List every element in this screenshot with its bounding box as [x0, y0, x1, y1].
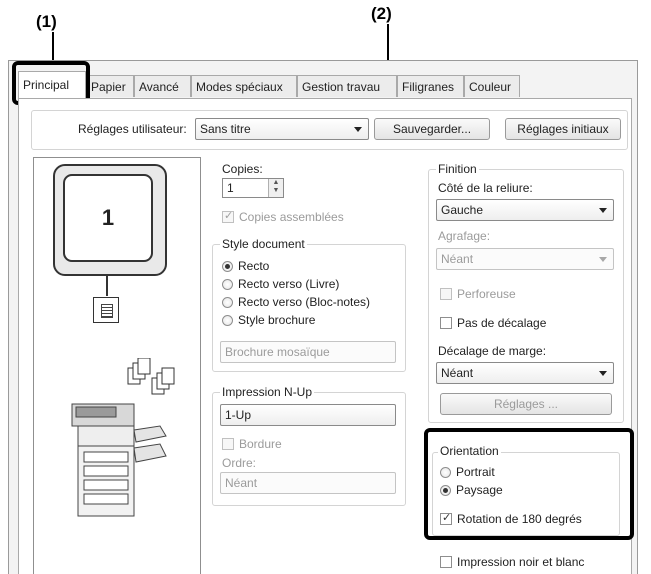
page-number: 1: [63, 174, 153, 262]
collated-sets-icon: [124, 358, 184, 399]
finishing-settings-button[interactable]: Réglages ...: [440, 393, 612, 415]
document-style-legend: Style document: [222, 237, 305, 251]
chevron-down-icon: [599, 257, 607, 262]
user-settings-select[interactable]: [195, 118, 369, 140]
radio-portrait-label: Portrait: [456, 465, 495, 479]
radio-recto-label: Recto: [238, 259, 270, 273]
save-button[interactable]: Sauvegarder...: [374, 118, 490, 140]
user-settings-value: Sans titre: [200, 122, 251, 136]
nup-legend: Impression N-Up: [222, 385, 313, 399]
order-label: Ordre:: [222, 456, 257, 470]
callout-1: (1): [36, 12, 57, 31]
bw-print-label: Impression noir et blanc: [457, 555, 585, 569]
chevron-down-icon: [354, 127, 362, 132]
copies-label: Copies:: [222, 162, 263, 176]
margin-shift-select[interactable]: [436, 362, 614, 384]
tab-gestion-travaux[interactable]: Gestion travau: [297, 75, 397, 97]
tab-modes-speciaux[interactable]: Modes spéciaux: [191, 75, 297, 97]
radio-recto-verso-bloc[interactable]: [222, 297, 233, 308]
chevron-down-icon: [599, 371, 607, 376]
radio-style-brochure-label: Style brochure: [238, 313, 316, 327]
staple-select[interactable]: [436, 248, 614, 270]
radio-paysage-label: Paysage: [456, 483, 503, 497]
nup-value: 1-Up: [225, 408, 252, 422]
order-value: Néant: [225, 476, 258, 490]
punch-checkbox[interactable]: [440, 288, 452, 300]
chevron-down-icon: [599, 208, 607, 213]
orientation-legend: Orientation: [440, 444, 499, 458]
nup-select[interactable]: [220, 404, 396, 426]
no-offset-checkbox[interactable]: [440, 317, 452, 329]
page-preview: [53, 164, 167, 276]
defaults-button[interactable]: Réglages initiaux: [505, 118, 621, 140]
order-select[interactable]: [220, 472, 396, 494]
brochure-value: Brochure mosaïque: [225, 345, 330, 359]
binding-value: Gauche: [441, 203, 484, 217]
radio-recto-verso-livre[interactable]: [222, 279, 233, 290]
tab-filigranes[interactable]: Filigranes: [397, 75, 464, 97]
radio-recto-verso-livre-label: Recto verso (Livre): [238, 277, 340, 291]
stepper-arrows-icon[interactable]: ▲ ▼: [268, 179, 283, 197]
tab-principal[interactable]: Principal: [18, 71, 86, 98]
radio-style-brochure[interactable]: [222, 315, 233, 326]
orientation-highlight-box: [424, 428, 634, 540]
document-icon: [93, 297, 119, 323]
no-offset-label: Pas de décalage: [457, 316, 547, 330]
radio-recto-verso-bloc-label: Recto verso (Bloc-notes): [238, 295, 371, 309]
border-checkbox[interactable]: [222, 438, 234, 450]
binding-label: Côté de la reliure:: [438, 181, 533, 195]
bw-print-checkbox[interactable]: [440, 556, 452, 568]
copies-value: 1: [227, 181, 234, 195]
printer-icon: [62, 400, 172, 523]
copies-stepper[interactable]: [222, 178, 284, 198]
finishing-legend: Finition: [438, 162, 477, 176]
brochure-select[interactable]: [220, 341, 396, 363]
margin-shift-value: Néant: [441, 366, 474, 380]
callout-2: (2): [371, 4, 392, 23]
border-label: Bordure: [239, 437, 282, 451]
staple-label: Agrafage:: [438, 229, 491, 243]
margin-shift-label: Décalage de marge:: [438, 344, 547, 358]
staple-value: Néant: [441, 252, 474, 266]
collate-label: Copies assemblées: [239, 210, 344, 224]
punch-label: Perforeuse: [457, 287, 516, 301]
rotate-180-label: Rotation de 180 degrés: [457, 512, 582, 526]
tab-couleur[interactable]: Couleur: [464, 75, 520, 97]
radio-recto[interactable]: [222, 261, 233, 272]
user-settings-label: Réglages utilisateur:: [78, 122, 187, 136]
binding-select[interactable]: [436, 199, 614, 221]
tab-papier[interactable]: Papier: [86, 75, 134, 97]
tab-avance[interactable]: Avancé: [134, 75, 191, 97]
collate-checkbox[interactable]: [222, 211, 234, 223]
preview-connector: [106, 274, 108, 296]
